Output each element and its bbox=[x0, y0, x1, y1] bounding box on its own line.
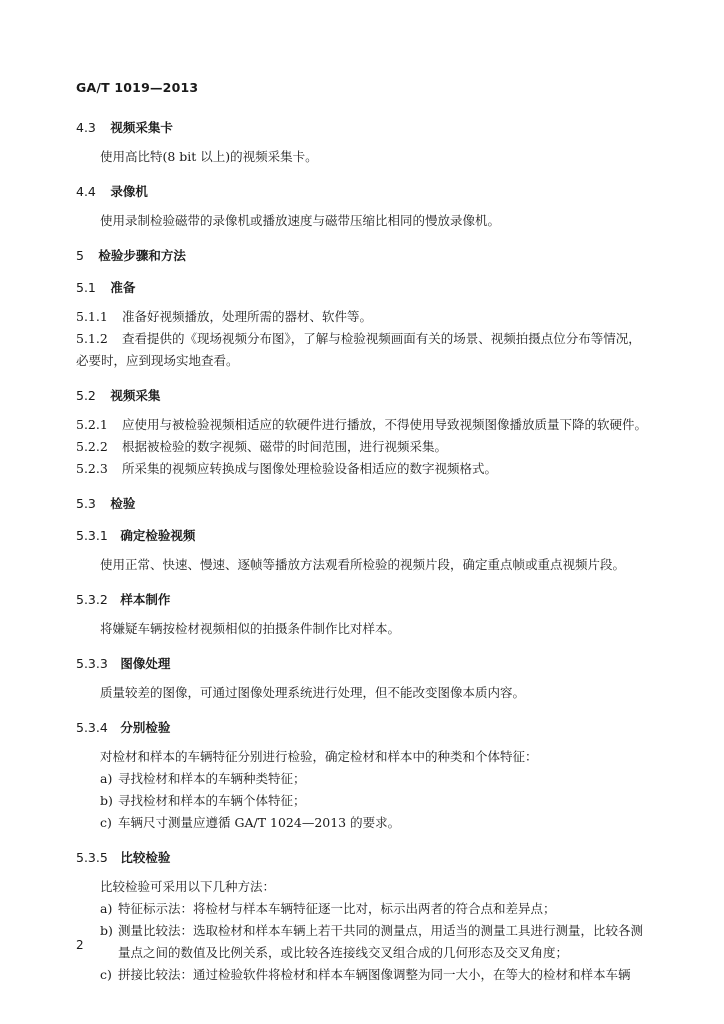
para-4-4: 使用录制检验磁带的录像机或播放速度与磁带压缩比相同的慢放录像机。 bbox=[100, 213, 501, 228]
list-item-5-3-4-a: a) 寻找检材和样本的车辆种类特征； bbox=[100, 771, 306, 786]
clause-5-2-1: 5.2.1 应使用与被检验视频相适应的软硬件进行播放，不得使用导致视频图像播放质量下降的软硬件。 bbox=[76, 417, 648, 432]
heading-5-3-4: 5.3.4 分别检验 bbox=[76, 720, 171, 735]
clause-5-2-3: 5.2.3 所采集的视频应转换成与图像处理检验设备相适应的数字视频格式。 bbox=[76, 461, 498, 476]
heading-5-3: 5.3 检验 bbox=[76, 496, 136, 511]
heading-5-3-2: 5.3.2 样本制作 bbox=[76, 592, 171, 607]
list-item-5-3-5-c: c) 拼接比较法：通过检验软件将检材和样本车辆图像调整为同一大小，在等大的检材和样本车辆 bbox=[100, 967, 631, 982]
page-number: 2 bbox=[76, 938, 84, 952]
clause-5-1-1: 5.1.1 准备好视频播放，处理所需的器材、软件等。 bbox=[76, 309, 373, 324]
clause-5-2-2: 5.2.2 根据被检验的数字视频、磁带的时间范围，进行视频采集。 bbox=[76, 439, 448, 454]
list-item-5-3-5-b: b) 测量比较法：选取检材和样本车辆上若干共同的测量点，用适当的测量工具进行测量，比较各测量点之间的数值及比例关系，或比较各连接线交叉组合成的几何形态及交叉角度； bbox=[100, 923, 644, 960]
list-item-5-3-5-a: a) 特征标示法：将检材与样本车辆特征逐一比对，标示出两者的符合点和差异点； bbox=[100, 901, 556, 916]
heading-4-4: 4.4 录像机 bbox=[76, 184, 148, 199]
para-5-3-3: 质量较差的图像，可通过图像处理系统进行处理，但不能改变图像本质内容。 bbox=[100, 685, 526, 700]
standard-header: GA/T 1019—2013 bbox=[76, 80, 199, 95]
para-4-3: 使用高比特(8 bit 以上)的视频采集卡。 bbox=[100, 149, 318, 164]
para-5-3-1: 使用正常、快速、慢速、逐帧等播放方法观看所检验的视频片段，确定重点帧或重点视频片段。 bbox=[100, 557, 626, 572]
clause-5-1-2: 5.1.2 查看提供的《现场视频分布图》，了解与检验视频画面有关的场景、视频拍摄点位分布等情况，必要时，应到现场实地查看。 bbox=[76, 331, 641, 368]
document-body bbox=[76, 118, 648, 986]
para-5-3-5: 比较检验可采用以下几种方法： bbox=[100, 879, 276, 894]
heading-5-3-5: 5.3.5 比较检验 bbox=[76, 850, 171, 865]
heading-5-1: 5.1 准备 bbox=[76, 280, 136, 295]
heading-4-3: 4.3 视频采集卡 bbox=[76, 120, 173, 135]
heading-5-3-3: 5.3.3 图像处理 bbox=[76, 656, 171, 671]
heading-5-3-1: 5.3.1 确定检验视频 bbox=[76, 528, 196, 543]
list-item-5-3-4-c: c) 车辆尺寸测量应遵循 GA/T 1024—2013 的要求。 bbox=[100, 815, 401, 830]
para-5-3-2: 将嫌疑车辆按检材视频相似的拍摄条件制作比对样本。 bbox=[100, 621, 401, 636]
heading-5: 5 检验步骤和方法 bbox=[76, 248, 186, 263]
list-item-5-3-4-b: b) 寻找检材和样本的车辆个体特征； bbox=[100, 793, 306, 808]
heading-5-2: 5.2 视频采集 bbox=[76, 388, 161, 403]
para-5-3-4: 对检材和样本的车辆特征分别进行检验，确定检材和样本中的种类和个体特征： bbox=[100, 749, 538, 764]
